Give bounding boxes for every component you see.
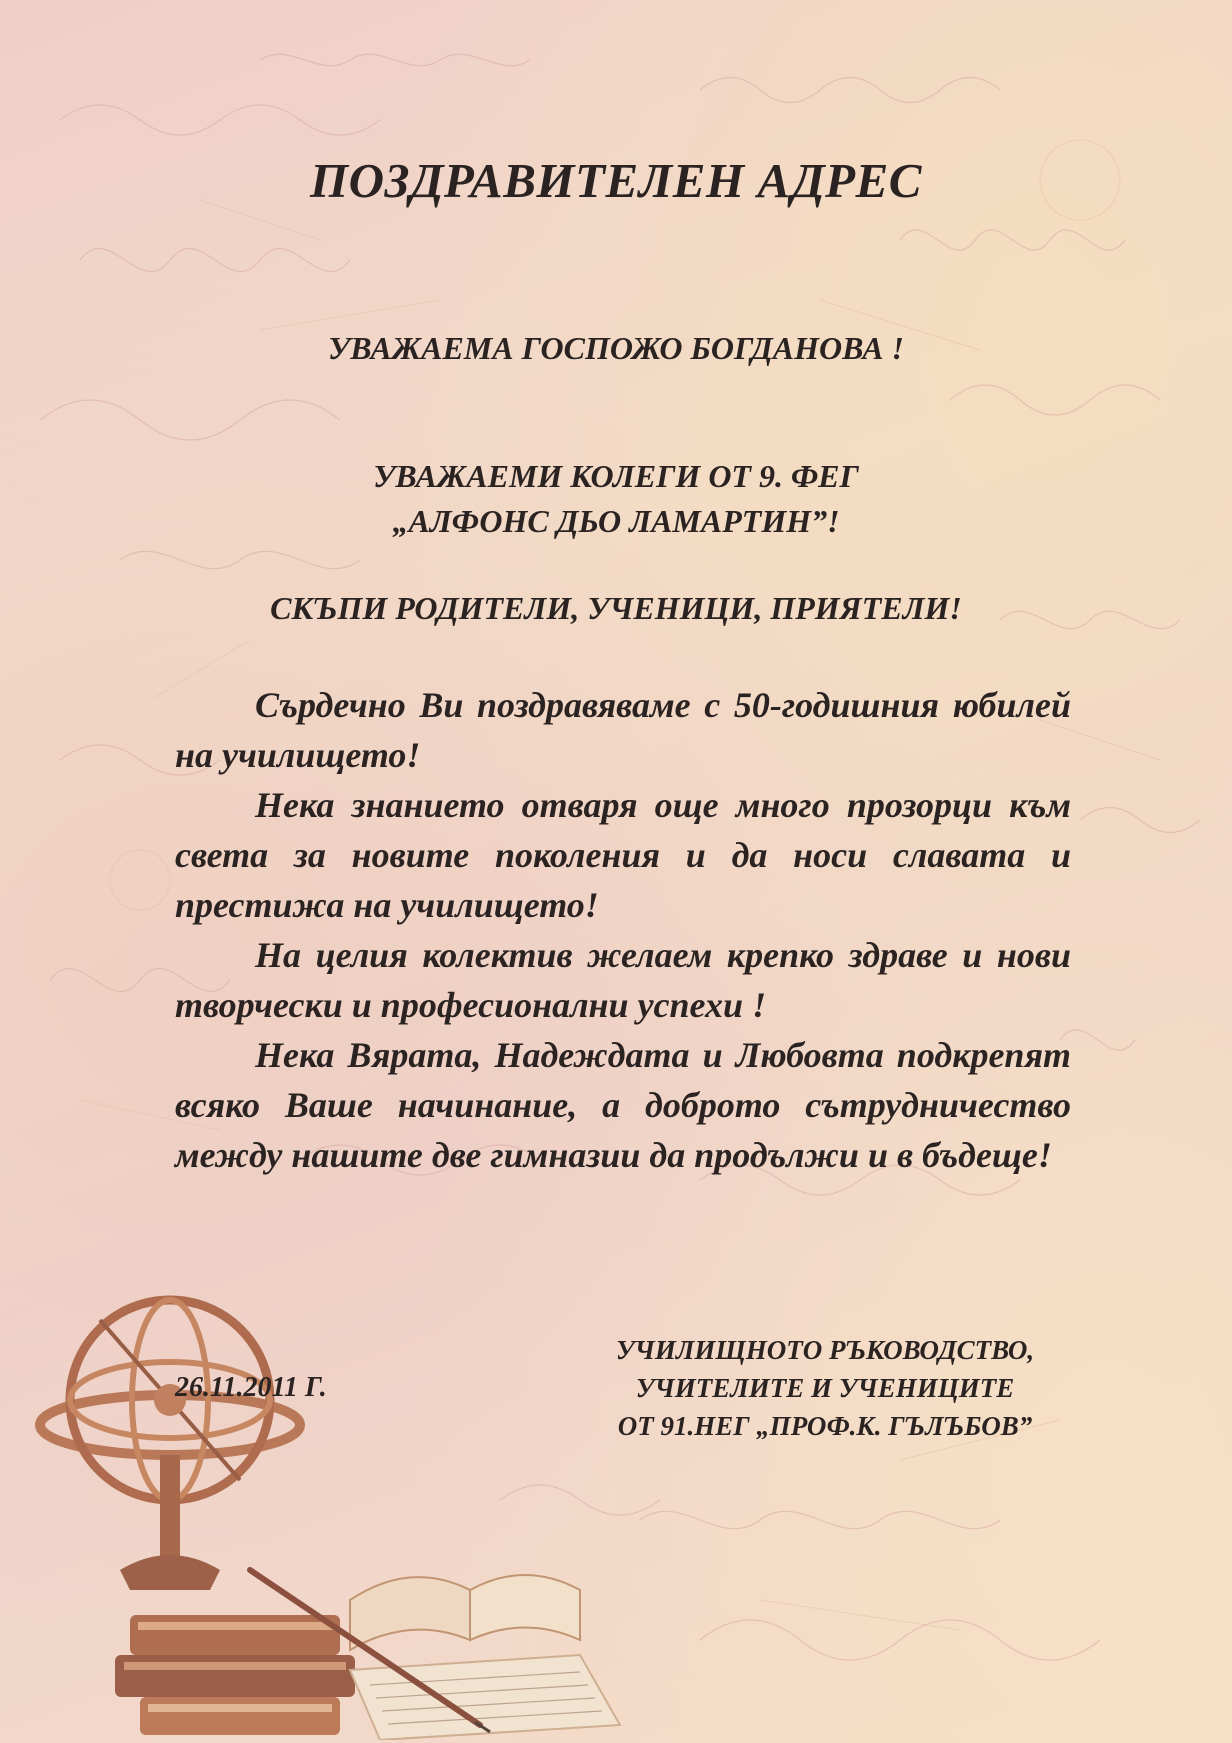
signature-line: ОТ 91.НЕГ „ПРОФ.К. ГЪЛЪБОВ” — [617, 1411, 1033, 1441]
salutation-school-name: „АЛФОНС ДЬО ЛАМАРТИН”! — [392, 503, 840, 539]
document-title: ПОЗДРАВИТЕЛЕН АДРЕС — [310, 153, 922, 208]
salutation-director: УВАЖАЕМА ГОСПОЖО БОГДАНОВА ! — [328, 330, 904, 366]
salutation-parents: СКЪПИ РОДИТЕЛИ, УЧЕНИЦИ, ПРИЯТЕЛИ! — [270, 590, 962, 626]
globe-books-quill-illustration-icon — [20, 1270, 640, 1740]
congratulation-body — [175, 680, 1071, 1180]
signature-line: УЧИТЕЛИТЕ И УЧЕНИЦИТЕ — [635, 1373, 1015, 1403]
body-paragraph: Нека знанието отваря още много прозорци към света за новите поколения и да носи славата и престижа на училището! — [175, 785, 1071, 925]
signature-line: УЧИЛИЩНОТО РЪКОВОДСТВО, — [615, 1335, 1035, 1365]
salutation-colleagues: УВАЖАЕМИ КОЛЕГИ ОТ 9. ФЕГ — [373, 458, 859, 494]
body-paragraph: Нека Вярата, Надеждата и Любовта подкрепят всяко Ваше начинание, а доброто сътрудничество между нашите две гимназии да продължи и в бъдеще! — [175, 1035, 1071, 1175]
document-date: 26.11.2011 Г. — [175, 1372, 327, 1403]
body-paragraph: Сърдечно Ви поздравяваме с 50-годишния юбилей на училището! — [175, 685, 1071, 775]
body-paragraph: На целия колектив желаем крепко здраве и нови творчески и професионални успехи ! — [175, 935, 1071, 1025]
